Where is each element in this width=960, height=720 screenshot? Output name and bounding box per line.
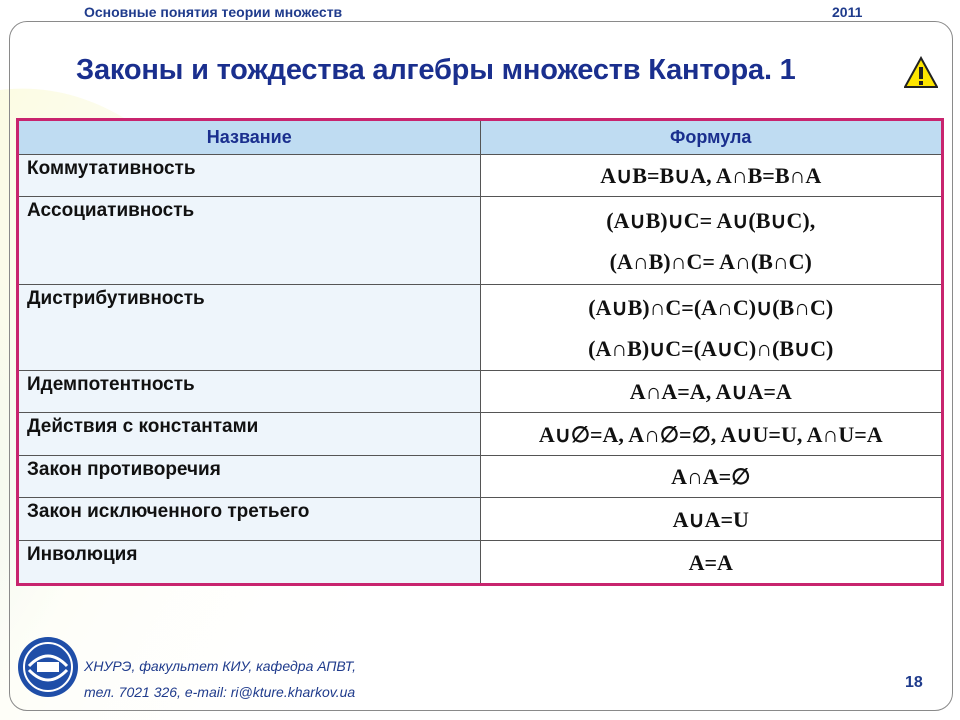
header-year: 2011 bbox=[832, 4, 863, 20]
law-formula bbox=[480, 456, 943, 498]
law-name: Закон противоречия bbox=[18, 456, 481, 498]
law-formula bbox=[480, 498, 943, 541]
footer-contacts: тел. 7021 326, e-mail: ri@kture.kharkov.ua bbox=[84, 684, 356, 700]
law-formula bbox=[480, 197, 943, 285]
footer-department: ХНУРЭ, факультет КИУ, кафедра АПВТ, bbox=[84, 658, 357, 674]
law-name: Ассоциативность bbox=[18, 197, 481, 285]
formula-line: A∩A=∅ bbox=[671, 464, 751, 489]
formula-line: A∪A=U bbox=[672, 506, 749, 532]
law-name: Коммутативность bbox=[18, 155, 481, 197]
law-formula bbox=[480, 371, 943, 413]
formula-line: (A∪B)∪C= A∪(B∪C), bbox=[606, 207, 816, 233]
law-formula bbox=[480, 541, 943, 585]
formula-line: A=A bbox=[688, 549, 733, 575]
table-row bbox=[18, 498, 943, 541]
law-formula bbox=[480, 155, 943, 197]
formula-line: (A∩B)∪C=(A∪C)∩(B∪C) bbox=[588, 335, 834, 361]
formula-line: (A∩B)∩C= A∩(B∩C) bbox=[609, 248, 812, 274]
laws-table bbox=[16, 118, 944, 586]
formula-line: A∪B=B∪A, A∩B=B∩A bbox=[600, 163, 822, 188]
table-row bbox=[18, 285, 943, 371]
law-name: Идемпотентность bbox=[18, 371, 481, 413]
table-row bbox=[18, 371, 943, 413]
table-row bbox=[18, 413, 943, 456]
column-header-formula: Формула bbox=[480, 120, 943, 155]
warning-icon bbox=[904, 56, 938, 90]
law-name: Дистрибутивность bbox=[18, 285, 481, 371]
table-row bbox=[18, 541, 943, 585]
column-header-name: Название bbox=[18, 120, 481, 155]
law-formula bbox=[480, 285, 943, 371]
university-logo bbox=[17, 636, 79, 698]
law-formula bbox=[480, 413, 943, 456]
law-name: Закон исключенного третьего bbox=[18, 498, 481, 541]
formula-line: A∪∅=A, A∩∅=∅, A∪U=U, A∩U=A bbox=[538, 421, 883, 447]
header-course: Основные понятия теории множеств bbox=[84, 4, 343, 20]
page-number: 18 bbox=[905, 674, 923, 691]
formula-line: A∩A=A, A∪A=A bbox=[629, 379, 792, 404]
table-row bbox=[18, 197, 943, 285]
table-header-row bbox=[18, 120, 943, 155]
slide-title: Законы и тождества алгебры множеств Кантора. 1 bbox=[76, 54, 796, 86]
table-row bbox=[18, 456, 943, 498]
law-name: Инволюция bbox=[18, 541, 481, 585]
formula-line: (A∪B)∩C=(A∩C)∪(B∩C) bbox=[588, 294, 834, 320]
table-row bbox=[18, 155, 943, 197]
law-name: Действия с константами bbox=[18, 413, 481, 456]
